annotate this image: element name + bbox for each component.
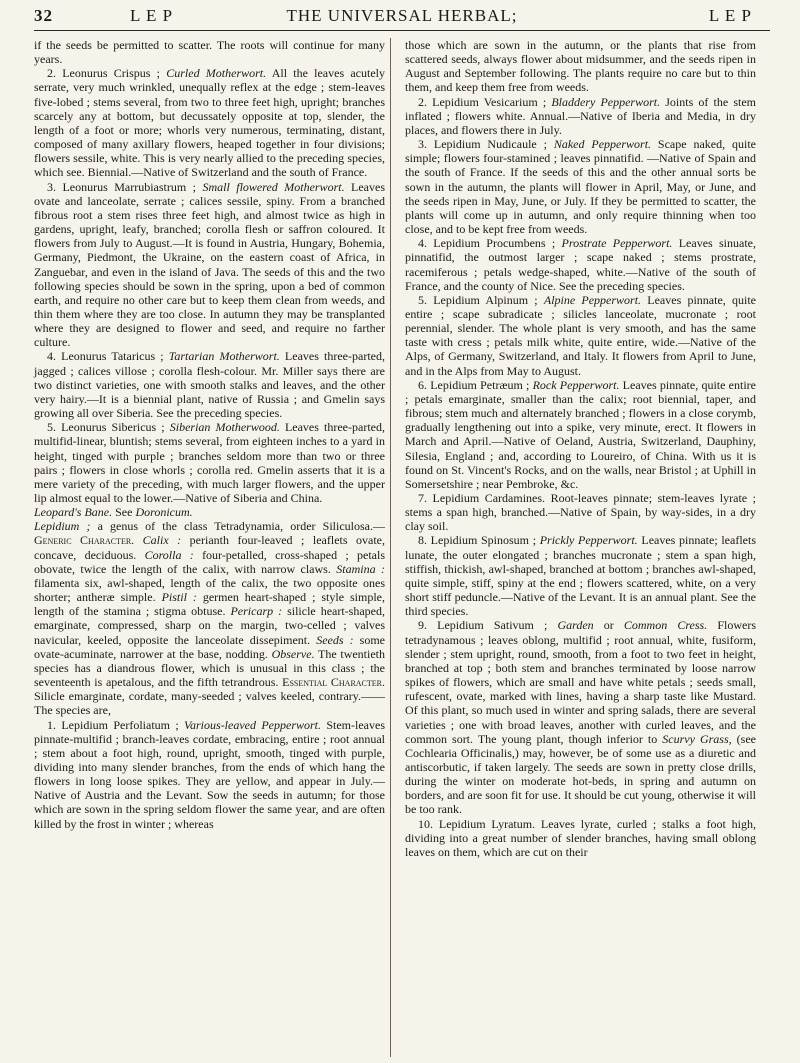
- text-run: Flowers tetradynamous ; leaves oblong, multifid ; root annual, white, fusiform, slender ; stem upright, round, smooth, from a foot to two feet in height, branched at top ; both stem and branches terminated by loose narrow spikes of flowers, which are small and have white petals ; seeds small, rufescent, ovate, marked with lines, having a sharp taste like Mustard. Of this plant, so much used in winter and spring salads, there are several varieties ; one with broad leaves, another with curled leaves, and the common sort. The young plant, though inferior to: [405, 618, 756, 746]
- text-run: perianth four-leaved ; leaflets ovate, concave, deciduous.: [34, 533, 386, 562]
- paragraph: [34, 349, 385, 420]
- text-run: 3. Leonurus Marrubiastrum ;: [47, 179, 203, 194]
- text-run: Alpine Pepperwort.: [543, 292, 642, 307]
- text-run: See: [112, 505, 136, 520]
- text-run: Observe.: [271, 646, 315, 661]
- header-right-title: L E P: [708, 6, 752, 25]
- text-run: Leopard's Bane.: [34, 505, 113, 520]
- paragraph: [34, 718, 385, 831]
- text-run: Leaves pinnate; leaflets lunate, the outer elongated ; branches mucronate ; stem a span high, stiffish, thickish, awl-shaped, branched at bottom ; branches awl-shaped, quite simple, stiff, spiny at the end ; flowers scattered, white, on a very short stiff peduncle.—Native of the Levant. It is an annual plant. See the third species.: [405, 533, 756, 619]
- text-run: filamenta six, awl-shaped, length of the calix, the two opposite ones shorter; antheræ simple.: [34, 575, 385, 605]
- text-run: (see Cochlearia Officinalis,) may, however, be of some use as a diuretic and antiscorbutic, if taken largely. The seeds are sown in pretty close drills, during the winter on moderate hot-beds, in spring and autumn on borders, and are soon fit for use. It should be cut young, otherwise it will be too rank.: [405, 731, 757, 817]
- text-run: Leaves three-parted, jagged ; calices villose ; corolla flesh-colour. Mr. Miller says there are two distinct varieties, one with smooth stalks and leaves, and the other very hairy.—It is a biennial plant, native of Russia ; and Gmelin says growing all over Siberia. See the preceding species.: [34, 349, 385, 421]
- paragraph: [405, 293, 756, 378]
- text-run: 4. Lepidium Procumbens ;: [418, 236, 562, 251]
- header-left-title: L E P: [130, 6, 174, 25]
- text-run: 3. Lepidium Nudicaule ;: [418, 137, 554, 152]
- text-run: Prostrate Pepperwort.: [561, 236, 673, 251]
- paragraph: [34, 66, 385, 179]
- text-run: 10. Lepidium Lyratum. Leaves lyrate, curled ; stalks a foot high, dividing into a great number of slender branches, having small oblong leaves on them, which are cut on their: [405, 816, 756, 859]
- text-columns: [34, 38, 770, 1057]
- text-run: The twentieth species has a diandrous flower, which is unusual in this class ; the seventeenth is apetalous, and the fifth tetrandrous.: [34, 646, 386, 690]
- text-run: 5. Lepidium Alpinum ;: [418, 292, 544, 307]
- text-run: Generic Character.: [34, 533, 135, 548]
- text-run: 4. Leonurus Tataricus ;: [47, 349, 169, 364]
- text-run: Leaves three-parted, multifid-linear, bluntish; stems several, from eighteen inches to a yard in height, tinged with purple ; branches seldom more than two or three pairs ; flowers in close whorls ; corolla red. Gmelin asserts that it is a mere variety of the preceding, with much larger flowers, and the upper lip almost equal to the lower.—Native of Siberia and China.: [34, 420, 385, 505]
- text-run: Leaves ovate and lanceolate, serrate ; calices sessile, spiny. From a branched fibrous root a stem rises three feet high, and almost twice as high in gardens, upright, leafy, branched; corolla flesh or saffron coloured. It flowers from July to August.—It is found in Austria, Hungary, Bohemia, Germany, Piedmont, the Ukraine, on the eastern coast of Africa, in Zanguebar, and even in the island of Java. The seeds of this and the two following species should be sown in the spring, upon a bed of common earth, and require no other care but to keep them clean from weeds, and thin them where they are too close. In autumn they may be transplanted where they are designed to flower and seed, and require no farther culture.: [34, 179, 386, 350]
- text-run: Small flowered Motherwort.: [202, 179, 345, 194]
- text-run: germen heart-shaped ; style simple, length of the stamina ; stigma obtuse.: [34, 590, 386, 619]
- running-header: [34, 4, 770, 28]
- text-run: Seeds :: [316, 632, 354, 647]
- text-run: Essential Character.: [282, 675, 385, 690]
- text-run: All the leaves acutely serrate, very much wrinkled, unequally reflex at the edge ; stem-leaves five-lobed ; stems several, from two to three feet high, upright; branches scarcely any at bottom, but decussately opposite at top, slender, the length of a foot or more; whorls very numerous, terminating, distant, composed of many axillary flowers, heaped together in four divisions; flowers sessile, white. This is very nearly allied to the preceding species, which see. Biennial.—Native of Switzerland and the south of France.: [34, 66, 385, 180]
- paragraph: [405, 378, 756, 491]
- paragraph: [405, 95, 756, 137]
- paragraph: [34, 420, 385, 505]
- header-rule: [34, 30, 770, 31]
- page-number: 32: [34, 6, 53, 25]
- text-run: Lepidium ;: [34, 519, 91, 534]
- left-column: [34, 38, 385, 1057]
- text-run: Prickly Pepperwort.: [539, 533, 638, 548]
- text-run: Calix :: [142, 533, 182, 548]
- right-column: [405, 38, 756, 1057]
- paragraph: [405, 618, 756, 816]
- paragraph: [34, 38, 385, 66]
- paragraph: [405, 38, 756, 95]
- text-run: Joints of the stem inflated ; flowers white. Annual.—Native of Iberia and Media, in dry places, and flowers there in July.: [405, 94, 757, 137]
- paragraph: [405, 236, 756, 293]
- text-run: Pericarp :: [230, 604, 283, 619]
- text-run: Naked Pepperwort.: [553, 137, 652, 152]
- text-run: those which are sown in the autumn, or the plants that rise from scattered seeds, always flower about midsummer, and the seeds ripen in August and September following. The plants require no care but to thin them, and keep them free from weeds.: [405, 38, 756, 95]
- text-run: 1. Lepidium Perfoliatum ;: [47, 717, 185, 732]
- text-run: a genus of the class Tetradynamia, order Siliculosa.—: [90, 519, 385, 534]
- text-run: Various-leaved Pepperwort.: [184, 717, 321, 732]
- text-run: Leaves sinuate, pinnatifid, the outmost larger ; scape naked ; stems prostrate, racemiferous ; petals wedge-shaped, white.—Native of the south of France, and the county of Nice. See the preceding species.: [405, 236, 756, 293]
- text-run: 9. Lepidium Sativum ;: [418, 618, 558, 633]
- text-run: Common Cress.: [623, 618, 708, 633]
- text-run: 6. Lepidium Petræum ;: [418, 377, 533, 392]
- paragraph: [405, 137, 756, 236]
- text-run: Tartarian Motherwort.: [168, 349, 280, 364]
- text-run: Scurvy Grass,: [662, 731, 732, 746]
- text-run: Leaves pinnate, quite entire ; petals emarginate, smaller than the calix; root biennial, taper, and fibrous; stem much and alternately branched ; flowers in a close corymb, gradually lengthening out into a spike, very minute, erect. It flowers in March and April.—Native of Oeland, Austria, Switzerland, Dauphiny, Silesia, England ; and, according to Loureiro, of China. With us it is found on St. Vincent's Rocks, and on the walls, near Bristol ; at Uphill in Somersetshire ; near Pembroke, &c.: [405, 377, 756, 491]
- text-run: Stem-leaves pinnate-multifid ; branch-leaves cordate, embracing, entire ; root annual ; stem about a foot high, round, upright, smooth, tinged with purple, dividing into many slender branches, from the ends of which hang the flowers in long loose spikes. They are yellow, and appear in July.—Native of Austria and the Levant. Sow the seeds in autumn; for those which are sown in the spring seldom flower the same year, and are often killed by the frost in winter ; whereas: [34, 717, 385, 831]
- text-run: Rock Pepperwort.: [532, 377, 620, 392]
- text-run: 2. Lepidium Vesicarium ;: [418, 94, 552, 109]
- text-run: if the seeds be permitted to scatter. The roots will continue for many years.: [34, 38, 385, 67]
- text-run: 2. Leonurus Crispus ;: [47, 66, 167, 81]
- header-center-title: THE UNIVERSAL HERBAL;: [286, 6, 518, 25]
- text-run: Garden: [557, 618, 594, 633]
- paragraph: [405, 817, 756, 859]
- text-run: Silicle emarginate, cordate, many-seeded ; valves keeled, contrary.——The species are,: [34, 689, 385, 718]
- text-run: some ovate-acuminate, narrower at the base, nodding.: [34, 632, 385, 661]
- text-run: Siberian Motherwood.: [169, 420, 280, 435]
- paragraph: [405, 533, 756, 618]
- text-run: [134, 533, 143, 547]
- text-run: Corolla :: [144, 547, 194, 562]
- text-run: Bladdery Pepperwort.: [551, 94, 661, 109]
- text-run: Curled Motherwort.: [166, 66, 267, 81]
- paragraph: [34, 180, 385, 350]
- column-divider: [390, 38, 391, 1057]
- text-run: 7. Lepidium Cardamines. Root-leaves pinnate; stem-leaves lyrate ; stems a span high, branched.—Native of Spain, by way-sides, in a dry clay soil.: [405, 491, 756, 534]
- text-run: silicle heart-shaped, emarginate, compressed, sharp on the margin, two-celled ; valves navicular, keeled, opposite the lanceolate dissepiment.: [34, 604, 385, 647]
- text-run: Doronicum.: [135, 505, 193, 520]
- text-run: 8. Lepidium Spinosum ;: [418, 533, 540, 548]
- entry-heading-paragraph: [34, 519, 385, 717]
- text-run: or: [593, 618, 624, 633]
- text-run: Pistil :: [161, 590, 197, 605]
- paragraph: [405, 491, 756, 533]
- entry-heading-paragraph: [34, 505, 385, 519]
- text-run: 5. Leonurus Sibericus ;: [47, 420, 170, 435]
- text-run: Scape naked, quite simple; flowers four-stamined ; leaves pinnatifid. —Native of Spain and the south of France. If the seeds of this and the other annual sorts be sown in the autumn, the plants will flower in April, May, or June, and the seeds ripen in May, June, or July. If they be permitted to scatter, the plants will come up in autumn, and only require thinning when too close, and to be kept free from weeds.: [405, 137, 756, 237]
- text-run: Stamina :: [336, 561, 385, 576]
- text-run: Leaves pinnate, quite entire ; scape subradicate ; silicles lanceolate, mucronate ; root perennial, slender. The whole plant is very smooth, and has the same taste with cress ; petals milk white, quite entire, wide.—Native of the Alps, of Germany, Switzerland, and Italy. It flowers from April to June, and in the Alps from May to August.: [405, 292, 756, 378]
- text-run: four-petalled, cross-shaped ; petals obovate, twice the length of the calix, with narrow claws.: [34, 547, 385, 576]
